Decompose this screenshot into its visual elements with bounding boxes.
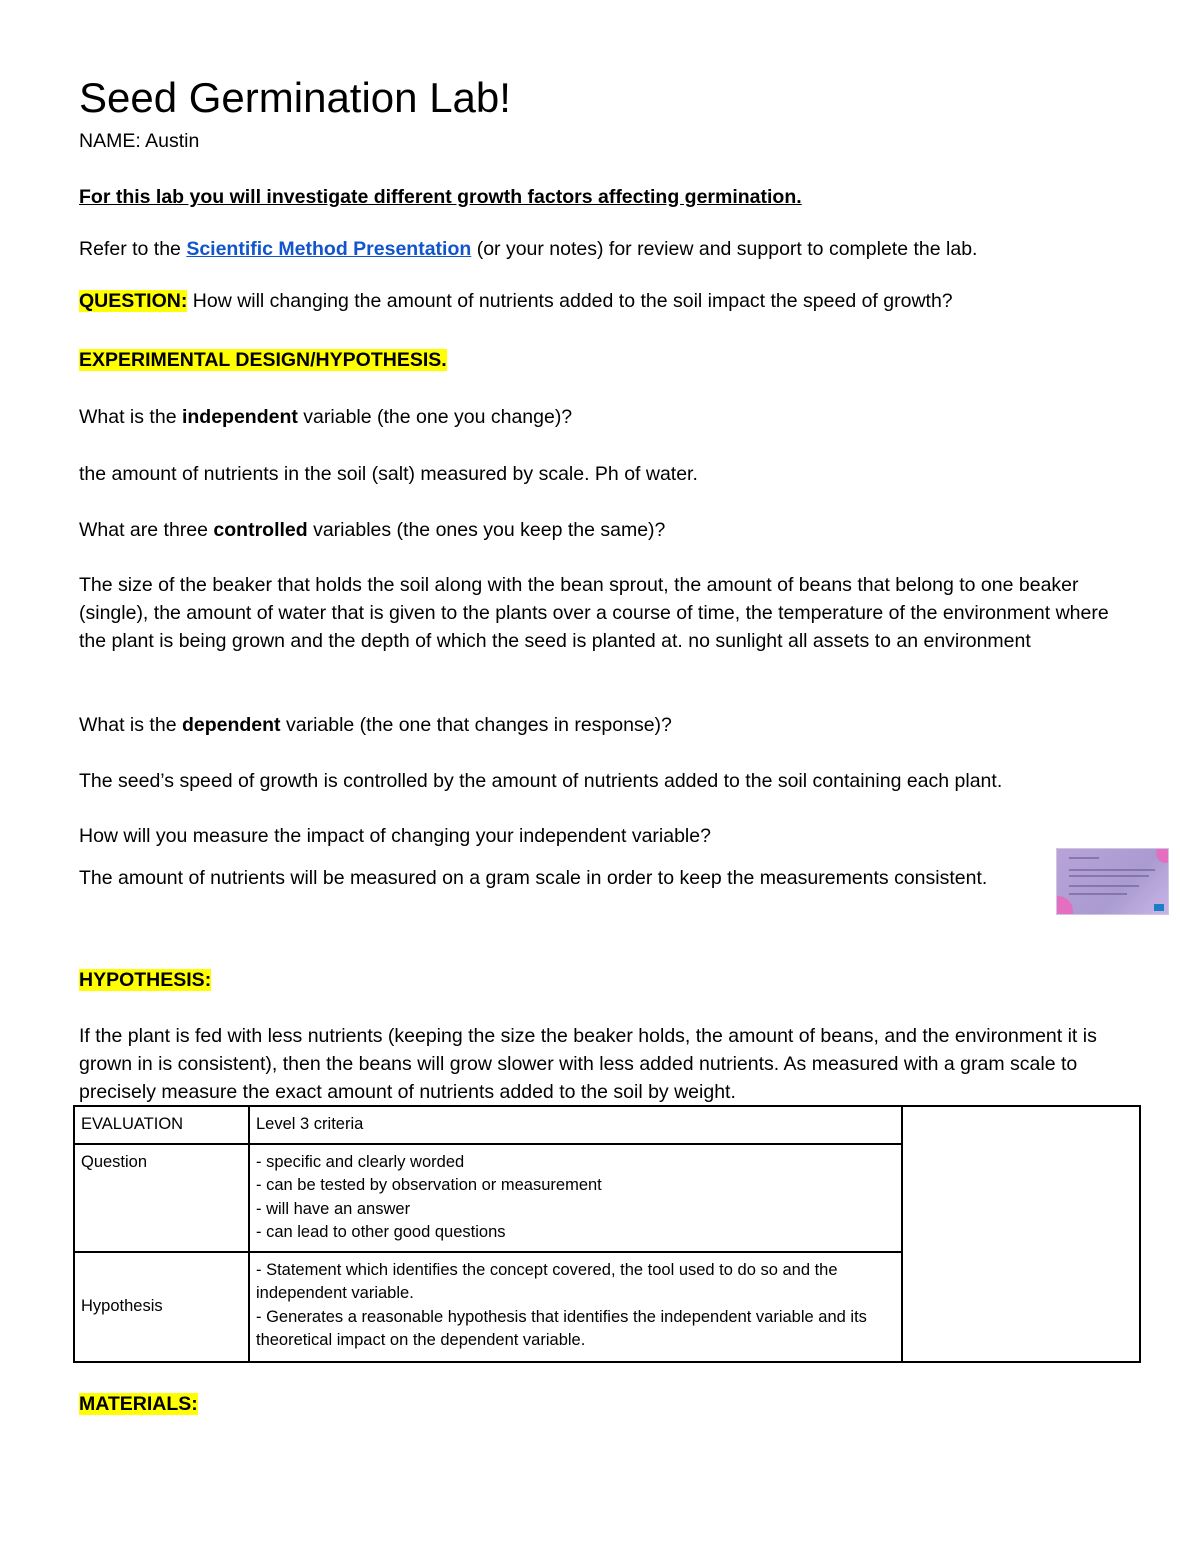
criteria-item: - Generates a reasonable hypothesis that identifies the independent variable and its theoretical impact on the dependent variable. <box>256 1307 867 1349</box>
materials-heading-line <box>79 1390 198 1418</box>
lab-intro: For this lab you will investigate different growth factors affecting germination. <box>79 186 802 208</box>
hypothesis-text: If the plant is fed with less nutrients (keeping the size the beaker holds, the amount of beans, and the environment it is grown in is consistent), then the beans will grow slower with less added nutrients. As measured with a gram scale to precisely measure the exact amount of nutrients added to the soil by weight. <box>79 1025 1097 1103</box>
independent-q-bold: independent <box>181 406 298 428</box>
dependent-question <box>79 711 672 739</box>
independent-q-before: What is the <box>79 406 182 428</box>
rubric-criteria-cell <box>249 1252 902 1362</box>
controlled-answer: The size of the beaker that holds the soil along with the bean sprout, the amount of beans that belong to one beaker (single), the amount of water that is given to the plants over a course of time, the temperature of the environment where the plant is being grown and the depth of which the seed is planted at. no sunlight all assets to an environment <box>79 574 1109 652</box>
criteria-item: - Statement which identifies the concept covered, the tool used to do so and the independent variable. <box>256 1260 838 1302</box>
criteria-item: - can be tested by observation or measurement <box>256 1176 602 1194</box>
question-text: How will changing the amount of nutrients added to the soil impact the speed of growth? <box>187 290 953 312</box>
hypothesis-heading: HYPOTHESIS: <box>79 969 212 991</box>
rubric-row-label: Question <box>74 1144 249 1252</box>
question-line <box>79 287 953 315</box>
independent-question <box>79 403 572 431</box>
measure-answer: The amount of nutrients will be measured on a gram scale in order to keep the measurements consistent. <box>79 867 988 889</box>
table-row <box>74 1106 1140 1144</box>
presentation-link[interactable]: Scientific Method Presentation <box>186 238 472 260</box>
student-name: NAME: Austin <box>79 130 200 152</box>
design-heading: EXPERIMENTAL DESIGN/HYPOTHESIS. <box>79 349 447 371</box>
question-label: QUESTION: <box>79 290 188 312</box>
rubric-header-evaluation: EVALUATION <box>74 1106 249 1144</box>
independent-q-after: variable (the one you change)? <box>297 406 573 428</box>
rubric-score-cell <box>902 1106 1140 1362</box>
refer-text-before: Refer to the <box>79 238 187 260</box>
presentation-thumbnail-icon[interactable] <box>1056 848 1169 915</box>
page-title: Seed Germination Lab! <box>79 74 511 121</box>
dependent-q-after: variable (the one that changes in response)? <box>280 714 672 736</box>
rubric-row-label: Hypothesis <box>74 1252 249 1362</box>
controlled-q-after: variables (the ones you keep the same)? <box>307 519 666 541</box>
refer-text-after: (or your notes) for review and support to complete the lab. <box>471 238 978 260</box>
criteria-item: - will have an answer <box>256 1199 411 1218</box>
evaluation-rubric-table <box>73 1105 1141 1363</box>
controlled-question <box>79 516 665 544</box>
rubric-criteria-cell <box>249 1144 902 1252</box>
independent-answer: the amount of nutrients in the soil (salt) measured by scale. Ph of water. <box>79 463 698 485</box>
controlled-q-bold: controlled <box>213 519 308 541</box>
dependent-answer: The seed’s speed of growth is controlled by the amount of nutrients added to the soil containing each plant. <box>79 770 1003 792</box>
rubric-header-criteria: Level 3 criteria <box>249 1106 902 1144</box>
criteria-item: - specific and clearly worded <box>256 1152 465 1171</box>
design-heading-line <box>79 346 447 374</box>
measure-question: How will you measure the impact of changing your independent variable? <box>79 825 711 847</box>
materials-heading: MATERIALS: <box>79 1393 198 1415</box>
dependent-q-bold: dependent <box>181 714 281 736</box>
refer-line <box>79 235 977 263</box>
controlled-q-before: What are three <box>79 519 214 541</box>
criteria-item: - can lead to other good questions <box>256 1223 506 1241</box>
dependent-q-before: What is the <box>79 714 182 736</box>
hypothesis-heading-line <box>79 966 211 994</box>
